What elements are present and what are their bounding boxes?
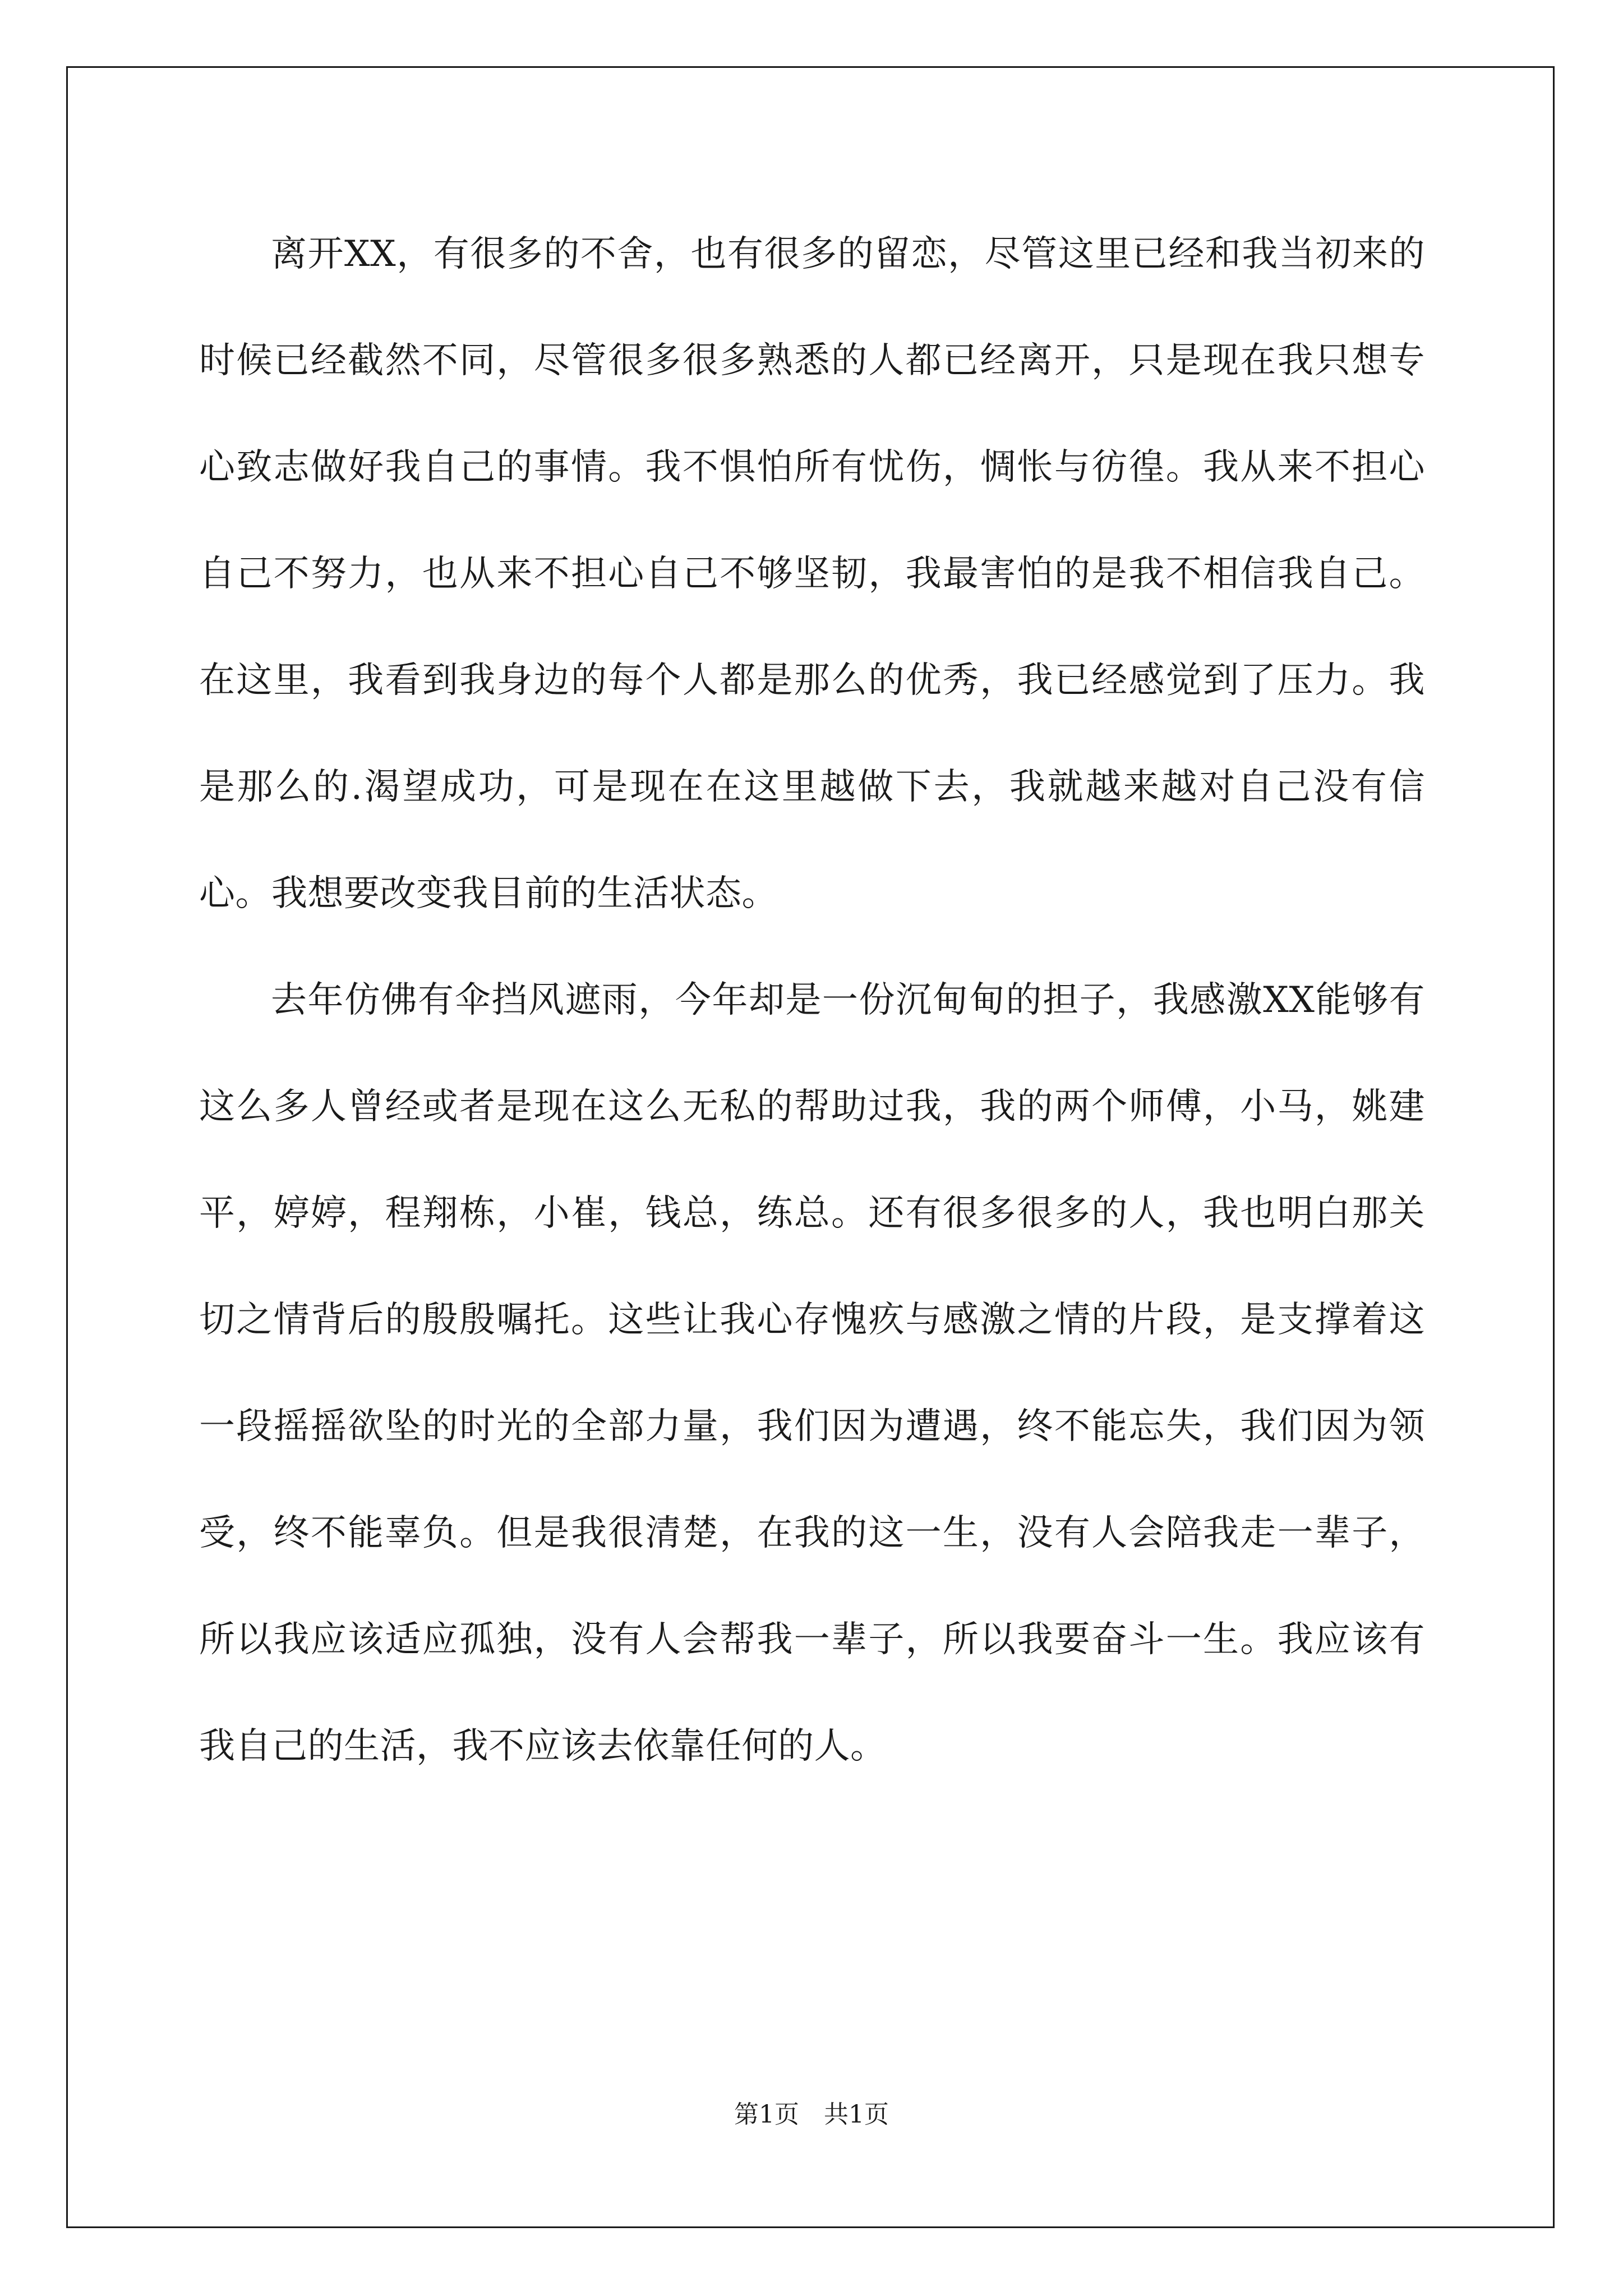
page-number-footer: 第1页 共1页 <box>734 2100 889 2129</box>
paragraph-2: 去年仿佛有伞挡风遮雨，今年却是一份沉甸甸的担子，我感激XX能够有这么多人曾经或者是现在这么无私的帮助过我，我的两个师傅，小马，姚建平，婷婷，程翔栋，小崔，钱总，练总。还有很多很多的人，我也明白那关切之情背后的殷殷嘱托。这些让我心存愧疚与感激之情的片段，是支撑着这一段摇摇欲坠的时光的全部力量，我们因为遭遇，终不能忘失，我们因为领受，终不能辜负。但是我很清楚，在我的这一生，没有人会陪我走一辈子，所以我应该适应孤独，没有人会帮我一辈子，所以我要奋斗一生。我应该有我自己的生活，我不应该去依靠任何的人。 <box>199 979 1425 1767</box>
paragraph-1: 离开XX，有很多的不舍，也有很多的留恋，尽管这里已经和我当初来的时候已经截然不同，尽管很多很多熟悉的人都已经离开，只是现在我只想专心致志做好我自己的事情。我不惧怕所有忧伤，惆怅与彷徨。我从来不担心自己不努力，也从来不担心自己不够坚韧，我最害怕的是我不相信我自己。在这里，我看到我身边的每个人都是那么的优秀，我已经感觉到了压力。我是那么的.渴望成功，可是现在在这里越做下去，我就越来越对自己没有信心。我想要改变我目前的生活状态。 <box>199 233 1425 914</box>
document-body <box>199 201 1425 1800</box>
